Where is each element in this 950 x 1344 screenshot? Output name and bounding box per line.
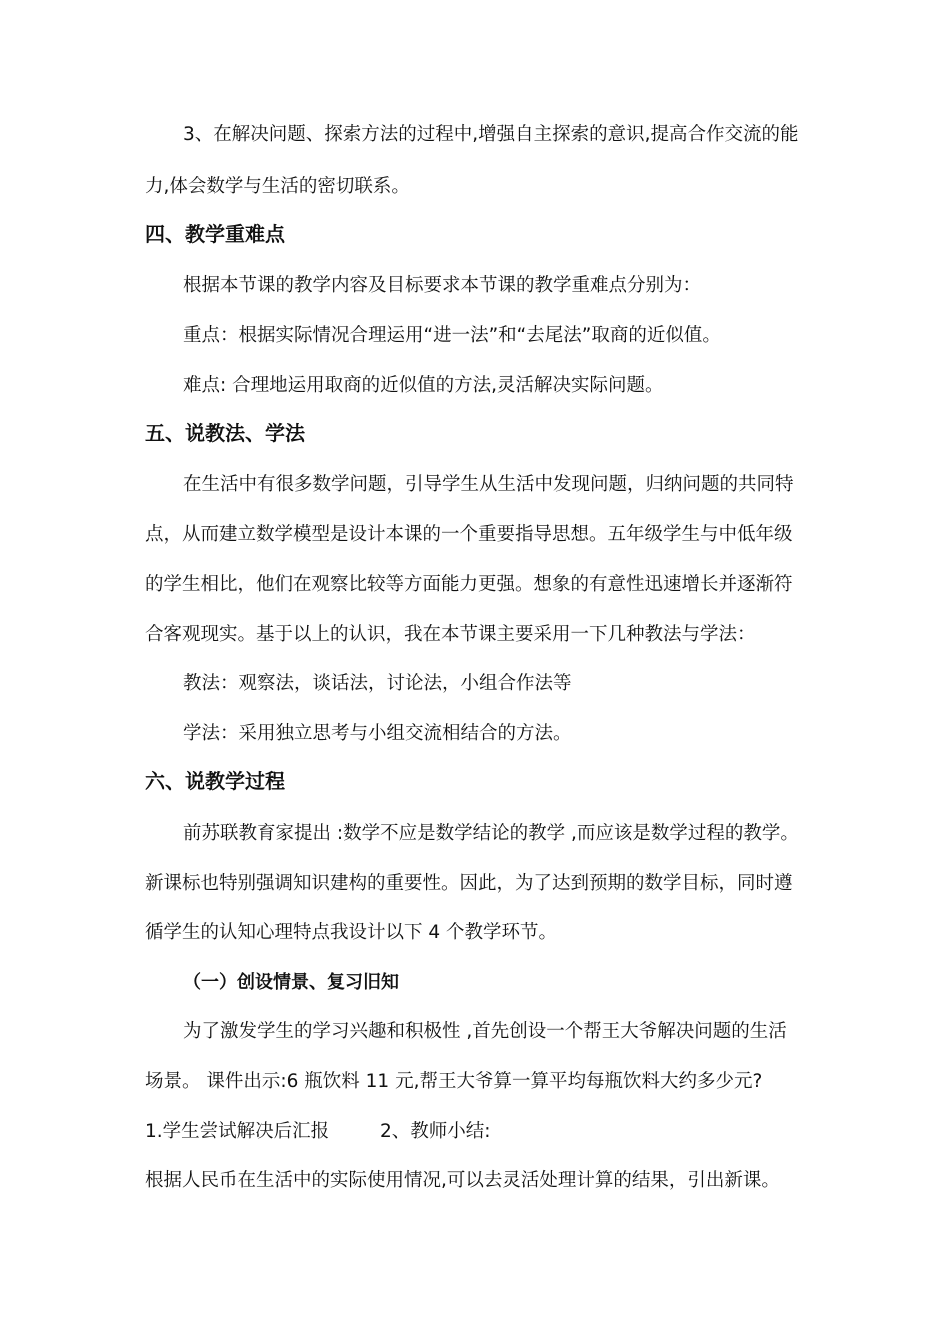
section-5-heading: 五、说教法、学法 — [145, 421, 305, 445]
section-5-para-line: 合客观现实。基于以上的认识，我在本节课主要采用一下几种教法与学法： — [145, 624, 756, 645]
section-5-para-line: 在生活中有很多数学问题，引导学生从生活中发现问题，归纳问题的共同特 — [183, 474, 794, 495]
section-4-heading: 四、教学重难点 — [145, 222, 285, 246]
scene-line: 为了激发学生的学习兴趣和积极性 ,首先创设一个帮王大爷解决问题的生活 — [183, 1021, 787, 1042]
section-4-intro: 根据本节课的教学内容及目标要求本节课的教学重难点分别为： — [183, 275, 702, 296]
objective-3-line-1: 3、在解决问题、探索方法的过程中,增强自主探索的意识,提高合作交流的能 — [183, 124, 799, 145]
conclusion-line: 根据人民币在生活中的实际使用情况,可以去灵活处理计算的结果，引出新课。 — [145, 1170, 780, 1191]
section-6-para-line: 循学生的认知心理特点我设计以下 4 个教学环节。 — [145, 922, 558, 943]
step-2-teacher-summary: 2、教师小结: — [380, 1121, 491, 1142]
section-4-key-point: 重点：根据实际情况合理运用“进一法”和“去尾法”取商的近似值。 — [183, 325, 721, 346]
section-6-para-line: 新课标也特别强调知识建构的重要性。因此，为了达到预期的数学目标，同时遵 — [145, 873, 793, 894]
section-4-difficulty: 难点: 合理地运用取商的近似值的方法,灵活解决实际问题。 — [183, 375, 664, 396]
section-5-para-line: 点，从而建立数学模型是设计本课的一个重要指导思想。五年级学生与中低年级 — [145, 524, 793, 545]
section-6-para-line: 前苏联教育家提出 :数学不应是数学结论的教学 ,而应该是数学过程的教学。 — [183, 823, 799, 844]
section-6-subheading: （一）创设情景、复习旧知 — [183, 972, 399, 993]
objective-3-line-2: 力,体会数学与生活的密切联系。 — [145, 176, 410, 197]
section-6-heading: 六、说教学过程 — [145, 769, 285, 793]
section-5-para-line: 的学生相比，他们在观察比较等方面能力更强。想象的有意性迅速增长并逐渐符 — [145, 574, 793, 595]
step-1-student-report: 1.学生尝试解决后汇报 — [145, 1121, 330, 1142]
teaching-methods: 教法：观察法，谈话法，讨论法，小组合作法等 — [183, 673, 572, 694]
scene-line: 场景。 课件出示:6 瓶饮料 11 元,帮王大爷算一算平均每瓶饮料大约多少元? — [145, 1071, 763, 1092]
learning-methods: 学法：采用独立思考与小组交流相结合的方法。 — [183, 723, 572, 744]
